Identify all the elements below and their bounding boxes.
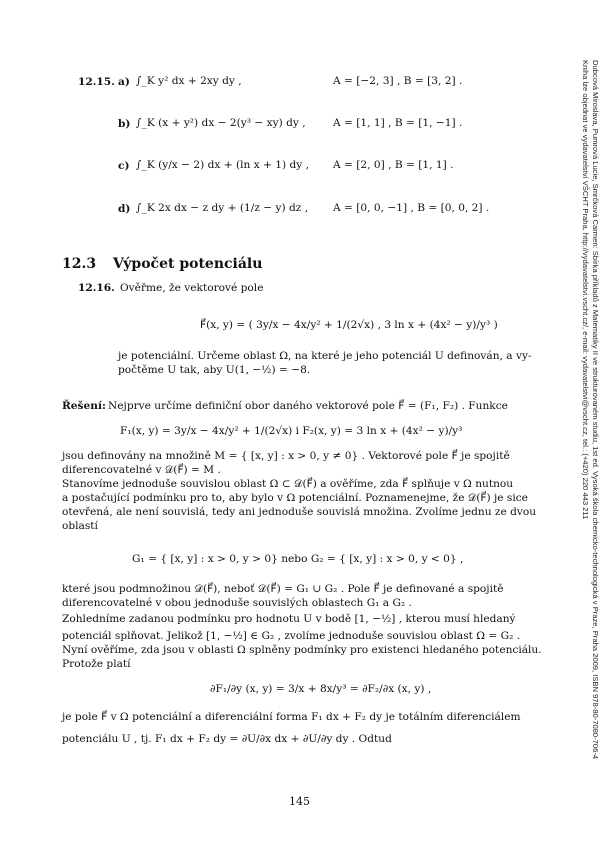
item-d-label: d) <box>118 203 131 215</box>
item-d-expression: ∫_K 2x dx − z dy + (1/z − y) dz , <box>136 202 309 214</box>
component-functions: F₁(x, y) = 3y/x − 4x/y² + 1/(2√x) i F₂(x, y) = 3 ln x + (4x² − y)/y³ <box>120 425 463 437</box>
exercise-number: 12.15. <box>78 76 115 88</box>
side-citation <box>578 60 600 840</box>
item-c-expression: ∫_K (y/x − 2) dx + (ln x + 1) dy , <box>136 159 310 171</box>
item-a-expression: ∫_K y² dx + 2xy dy , <box>136 75 242 87</box>
section-number: 12.3 <box>62 256 97 272</box>
exercise-text-1: je potenciální. Určeme oblast Ω, na které je jeho potenciál U definován, a vy- <box>118 350 532 362</box>
solution-p2b: diferencovatelné v 𝒟(F⃗) = M . <box>62 464 221 476</box>
item-b-expression: ∫_K (x + y²) dx − 2(y³ − xy) dy , <box>136 117 306 129</box>
section-title: Výpočet potenciálu <box>113 256 263 272</box>
solution-p7a: je pole F⃗ v Ω potenciální a diferenciální forma F₁ dx + F₂ dy je totálním diferenciálem <box>62 711 521 723</box>
solution-p4a: které jsou podmnožinou 𝒟(F⃗), neboť 𝒟(F⃗) = G₁ ∪ G₂ . Pole F⃗ je definované a spojitě <box>62 583 504 595</box>
item-d-points: A = [0, 0, −1] , B = [0, 0, 2] . <box>333 202 490 214</box>
region-definitions: G₁ = { [x, y] : x > 0, y > 0} nebo G₂ = { [x, y] : x > 0, y < 0} , <box>132 553 464 565</box>
exercise-intro: Ověřme, že vektorové pole <box>120 282 264 294</box>
side-citation-line1: Dubcová Miroslava, Pumrová Lucie, Smrčková Carmen: Sbírka příkladů z Matematiky II ve strukturovaném studiu, 1st ed. Vysoká škola chemicko-technologická v Praze, Praha 2009, ISBN 978-80-7080-706-4 <box>591 60 600 760</box>
solution-p6b: Protože platí <box>62 658 131 670</box>
item-a-label: a) <box>118 76 130 88</box>
solution-p1: Nejprve určíme definiční obor daného vektorové pole F⃗ = (F₁, F₂) . Funkce <box>108 400 508 412</box>
side-citation-line2: Kniha lze objednat ve vydavatelství VŠCHT Praha, http://vydavatelstvi.vscht.cz/, e-mail: vydavatelstvi@vscht.cz, tel.: (+420) 220 443 211 <box>581 60 590 520</box>
exercise-number-2: 12.16. <box>78 282 115 294</box>
solution-p4b: diferencovatelné v obou jednoduše souvislých oblastech G₁ a G₂ . <box>62 597 412 609</box>
solution-p5a: Zohledníme zadanou podmínku pro hodnotu U v bodě [1, −½] , kterou musí hledaný <box>62 613 516 625</box>
solution-p7b: potenciálu U , tj. F₁ dx + F₂ dy = ∂U/∂x dx + ∂U/∂y dy . Odtud <box>62 733 392 745</box>
page-number: 145 <box>289 795 310 808</box>
solution-p6a: Nyní ověříme, zda jsou v oblasti Ω splněny podmínky pro existenci hledaného potenciálu. <box>62 644 542 656</box>
item-a-points: A = [−2, 3] , B = [3, 2] . <box>333 75 463 87</box>
solution-p3a: Stanovíme jednoduše souvislou oblast Ω ⊂ 𝒟(F⃗) a ověříme, zda F⃗ splňuje v Ω nutnou <box>62 478 514 490</box>
exercise-text-2: počtěme U tak, aby U(1, −½) = −8. <box>118 364 311 376</box>
vector-field-equation: F⃗(x, y) = ( 3y/x − 4x/y² + 1/(2√x) , 3 ln x + (4x² − y)/y³ ) <box>200 319 498 331</box>
solution-p2a: jsou definovány na množině M = { [x, y] : x > 0, y ≠ 0} . Vektorové pole F⃗ je spojitě <box>62 450 510 462</box>
item-b-label: b) <box>118 118 131 130</box>
item-b-points: A = [1, 1] , B = [1, −1] . <box>333 117 463 129</box>
item-c-label: c) <box>118 160 130 172</box>
solution-p3d: oblastí <box>62 520 98 532</box>
solution-p3b: a postačující podmínku pro to, aby bylo v Ω potenciální. Poznamenejme, že 𝒟(F⃗) je sice <box>62 492 528 504</box>
solution-p3c: otevřená, ale není souvislá, tedy ani jednoduše souvislá množina. Zvolíme jednu ze dvou <box>62 506 537 518</box>
item-c-points: A = [2, 0] , B = [1, 1] . <box>333 159 454 171</box>
solution-label: Řešení: <box>62 400 106 412</box>
solution-p5b: potenciál splňovat. Jelikož [1, −½] ∈ G₂ , zvolíme jednoduše souvislou oblast Ω = G₂ . <box>62 630 521 642</box>
partial-derivatives-equation: ∂F₁/∂y (x, y) = 3/x + 8x/y³ = ∂F₂/∂x (x, y) , <box>210 683 432 695</box>
